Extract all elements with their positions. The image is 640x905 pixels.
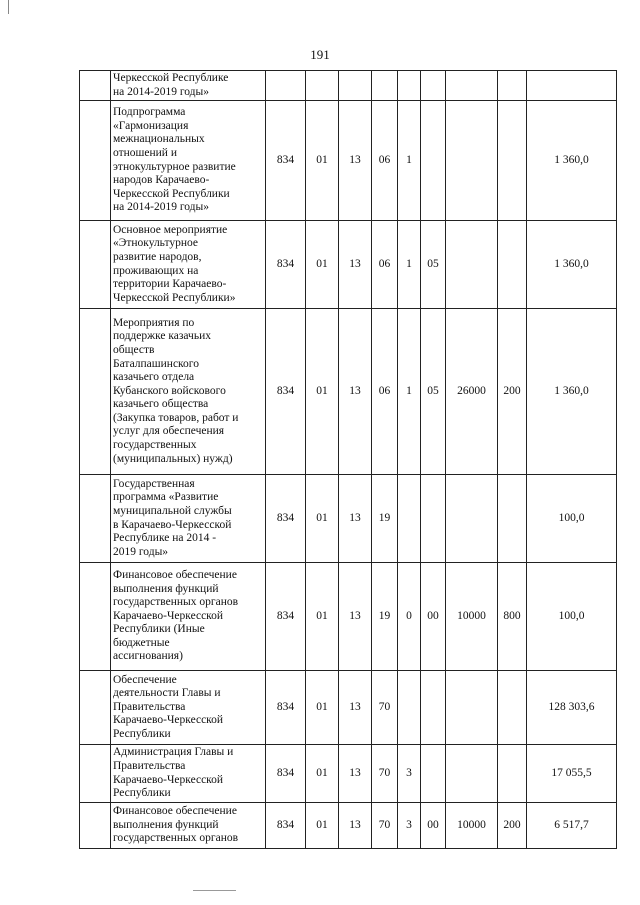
amount-cell: 1 360,0	[527, 221, 617, 309]
amount-cell	[527, 71, 617, 101]
item-description: Подпрограмма «Гармонизация межнациональных отношений и этнокультурное развитие народов Карачаево- Черкесской Республики на 2014-2019 годы»	[111, 101, 266, 221]
item-description: Мероприятия по поддержке казачьих обществ Баталпашинского казачьего отдела Кубанского войскового казачьего общества (Закупка товаров, работ и услуг для обеспечения государственных (муниципальных) нужд)	[111, 309, 266, 475]
code-cell-c8	[498, 71, 527, 101]
code-cell-c2: 01	[306, 563, 339, 671]
code-cell-c1: 834	[266, 221, 306, 309]
code-cell-c1: 834	[266, 475, 306, 563]
code-cell-c1	[266, 71, 306, 101]
code-cell-c6	[421, 101, 446, 221]
scan-artifact-line	[193, 890, 236, 891]
code-cell-c5: 1	[398, 101, 421, 221]
code-cell-c2	[306, 71, 339, 101]
code-cell-c7	[446, 745, 498, 803]
code-cell-c5: 1	[398, 309, 421, 475]
code-cell-c4: 19	[372, 475, 398, 563]
code-cell-c4	[372, 71, 398, 101]
code-cell-c3: 13	[339, 475, 372, 563]
page-number: 191	[310, 47, 330, 62]
code-cell-c7: 10000	[446, 563, 498, 671]
code-cell-c2: 01	[306, 101, 339, 221]
code-cell-c4: 19	[372, 563, 398, 671]
code-cell-c8	[498, 745, 527, 803]
code-cell-c6: 05	[421, 309, 446, 475]
code-cell-c1: 834	[266, 803, 306, 849]
code-cell-c3: 13	[339, 803, 372, 849]
code-cell-c6: 05	[421, 221, 446, 309]
table-row	[80, 221, 617, 309]
row-number-cell	[80, 475, 111, 563]
code-cell-c1: 834	[266, 309, 306, 475]
code-cell-c3: 13	[339, 221, 372, 309]
code-cell-c7	[446, 71, 498, 101]
code-cell-c1: 834	[266, 671, 306, 745]
code-cell-c2: 01	[306, 803, 339, 849]
item-description: Основное мероприятие «Этнокультурное развитие народов, проживающих на территории Карачаево- Черкесской Республики»	[111, 221, 266, 309]
code-cell-c6: 00	[421, 803, 446, 849]
row-number-cell	[80, 745, 111, 803]
code-cell-c8	[498, 101, 527, 221]
code-cell-c5: 3	[398, 803, 421, 849]
item-description: Государственная программа «Развитие муниципальной службы в Карачаево-Черкесской Республике на 2014 - 2019 годы»	[111, 475, 266, 563]
row-number-cell	[80, 671, 111, 745]
code-cell-c3: 13	[339, 745, 372, 803]
code-cell-c5: 1	[398, 221, 421, 309]
item-description: Черкесской Республике на 2014-2019 годы»	[111, 71, 266, 101]
code-cell-c3: 13	[339, 671, 372, 745]
amount-cell: 128 303,6	[527, 671, 617, 745]
code-cell-c4: 06	[372, 309, 398, 475]
amount-cell: 1 360,0	[527, 101, 617, 221]
code-cell-c8: 200	[498, 309, 527, 475]
code-cell-c7	[446, 101, 498, 221]
code-cell-c4: 70	[372, 671, 398, 745]
table-row	[80, 671, 617, 745]
code-cell-c8: 800	[498, 563, 527, 671]
row-number-cell	[80, 309, 111, 475]
row-number-cell	[80, 71, 111, 101]
item-description: Администрация Главы и Правительства Карачаево-Черкесской Республики	[111, 745, 266, 803]
code-cell-c2: 01	[306, 475, 339, 563]
budget-table	[79, 70, 617, 849]
row-number-cell	[80, 221, 111, 309]
code-cell-c1: 834	[266, 101, 306, 221]
code-cell-c3: 13	[339, 101, 372, 221]
code-cell-c2: 01	[306, 745, 339, 803]
code-cell-c5	[398, 475, 421, 563]
code-cell-c6	[421, 71, 446, 101]
table-row	[80, 309, 617, 475]
table-row	[80, 101, 617, 221]
code-cell-c6	[421, 745, 446, 803]
code-cell-c7: 26000	[446, 309, 498, 475]
table-row	[80, 803, 617, 849]
row-number-cell	[80, 803, 111, 849]
code-cell-c7	[446, 221, 498, 309]
code-cell-c3: 13	[339, 309, 372, 475]
scan-edge-mark	[8, 0, 9, 14]
amount-cell: 100,0	[527, 475, 617, 563]
code-cell-c5: 3	[398, 745, 421, 803]
code-cell-c6	[421, 475, 446, 563]
code-cell-c6	[421, 671, 446, 745]
code-cell-c5	[398, 71, 421, 101]
code-cell-c3	[339, 71, 372, 101]
code-cell-c5: 0	[398, 563, 421, 671]
code-cell-c4: 06	[372, 221, 398, 309]
table-row	[80, 475, 617, 563]
amount-cell: 1 360,0	[527, 309, 617, 475]
code-cell-c8	[498, 671, 527, 745]
code-cell-c2: 01	[306, 309, 339, 475]
table-row	[80, 745, 617, 803]
table-row	[80, 563, 617, 671]
code-cell-c7	[446, 671, 498, 745]
code-cell-c2: 01	[306, 671, 339, 745]
code-cell-c2: 01	[306, 221, 339, 309]
code-cell-c3: 13	[339, 563, 372, 671]
amount-cell: 6 517,7	[527, 803, 617, 849]
amount-cell: 17 055,5	[527, 745, 617, 803]
amount-cell: 100,0	[527, 563, 617, 671]
code-cell-c8: 200	[498, 803, 527, 849]
code-cell-c8	[498, 221, 527, 309]
table-row	[80, 71, 617, 101]
code-cell-c4: 06	[372, 101, 398, 221]
code-cell-c5	[398, 671, 421, 745]
item-description: Финансовое обеспечение выполнения функций государственных органов	[111, 803, 266, 849]
code-cell-c6: 00	[421, 563, 446, 671]
code-cell-c4: 70	[372, 803, 398, 849]
row-number-cell	[80, 101, 111, 221]
item-description: Обеспечение деятельности Главы и Правительства Карачаево-Черкесской Республики	[111, 671, 266, 745]
code-cell-c4: 70	[372, 745, 398, 803]
code-cell-c8	[498, 475, 527, 563]
code-cell-c7: 10000	[446, 803, 498, 849]
code-cell-c1: 834	[266, 563, 306, 671]
row-number-cell	[80, 563, 111, 671]
item-description: Финансовое обеспечение выполнения функций государственных органов Карачаево-Черкесской Республики (Иные бюджетные ассигнования)	[111, 563, 266, 671]
code-cell-c7	[446, 475, 498, 563]
code-cell-c1: 834	[266, 745, 306, 803]
